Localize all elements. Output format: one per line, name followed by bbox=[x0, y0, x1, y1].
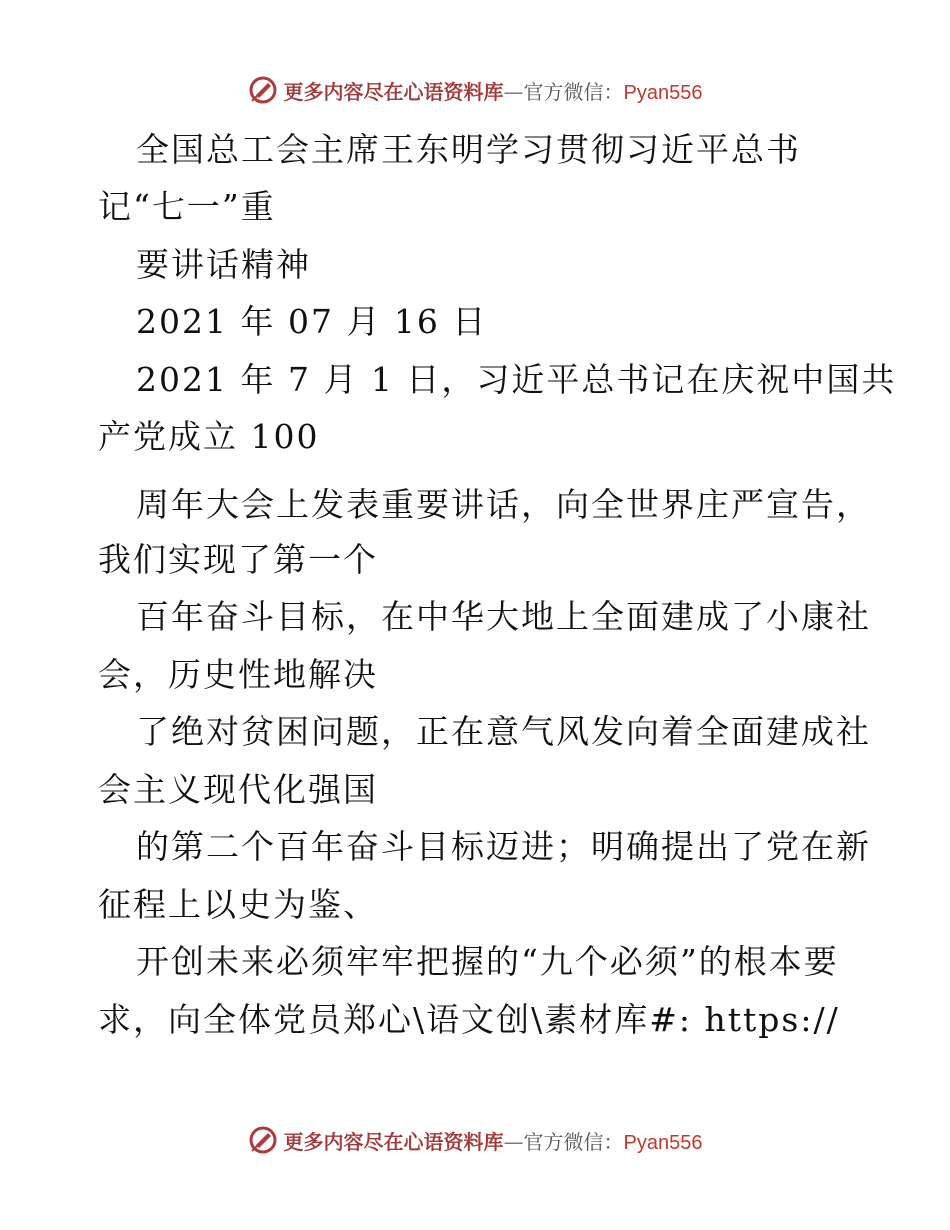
wechat-label: 官方微信： bbox=[523, 1129, 624, 1154]
wechat-label: 官方微信： bbox=[523, 79, 624, 104]
wechat-id: Pyan556 bbox=[623, 81, 703, 104]
doc-line: 了绝对贫困问题，正在意气风发向着全面建成社 bbox=[136, 712, 871, 751]
doc-line: 要讲话精神 bbox=[136, 245, 311, 284]
brand-name: 更多内容尽在心语资料库 bbox=[283, 79, 504, 104]
doc-line: 周年大会上发表重要讲话，向全世界庄严宣告， bbox=[136, 485, 871, 524]
doc-line: 产党成立 100 bbox=[98, 417, 320, 456]
doc-line: 我们实现了第一个 bbox=[98, 540, 378, 579]
doc-line: 的第二个百年奋斗目标迈进；明确提出了党在新 bbox=[136, 827, 871, 866]
header-watermark bbox=[0, 70, 950, 110]
footer-watermark bbox=[0, 1120, 950, 1160]
watermark-text bbox=[284, 76, 703, 105]
doc-line: 征程上以史为鉴、 bbox=[98, 885, 378, 924]
doc-line: 求，向全体党员郑心\语文创\素材库#: https:// bbox=[98, 1000, 840, 1039]
doc-date: 2021 年 07 月 16 日 bbox=[136, 302, 488, 341]
doc-line: 2021 年 7 月 1 日，习近平总书记在庆祝中国共 bbox=[136, 360, 897, 399]
brand-name: 更多内容尽在心语资料库 bbox=[283, 1129, 504, 1154]
doc-line: 记“七一”重 bbox=[98, 187, 276, 226]
watermark-text bbox=[284, 1126, 703, 1155]
wechat-id: Pyan556 bbox=[623, 1131, 703, 1154]
brand-logo-icon bbox=[248, 75, 278, 105]
doc-line: 百年奋斗目标，在中华大地上全面建成了小康社 bbox=[136, 597, 871, 636]
brand-logo-icon bbox=[248, 1125, 278, 1155]
doc-line: 会，历史性地解决 bbox=[98, 655, 378, 694]
doc-line: 会主义现代化强国 bbox=[98, 770, 378, 809]
brand-dash: — bbox=[503, 79, 524, 104]
doc-line: 全国总工会主席王东明学习贯彻习近平总书 bbox=[136, 130, 801, 169]
doc-line: 开创未来必须牢牢把握的“九个必须”的根本要 bbox=[136, 942, 839, 981]
brand-dash: — bbox=[503, 1129, 524, 1154]
